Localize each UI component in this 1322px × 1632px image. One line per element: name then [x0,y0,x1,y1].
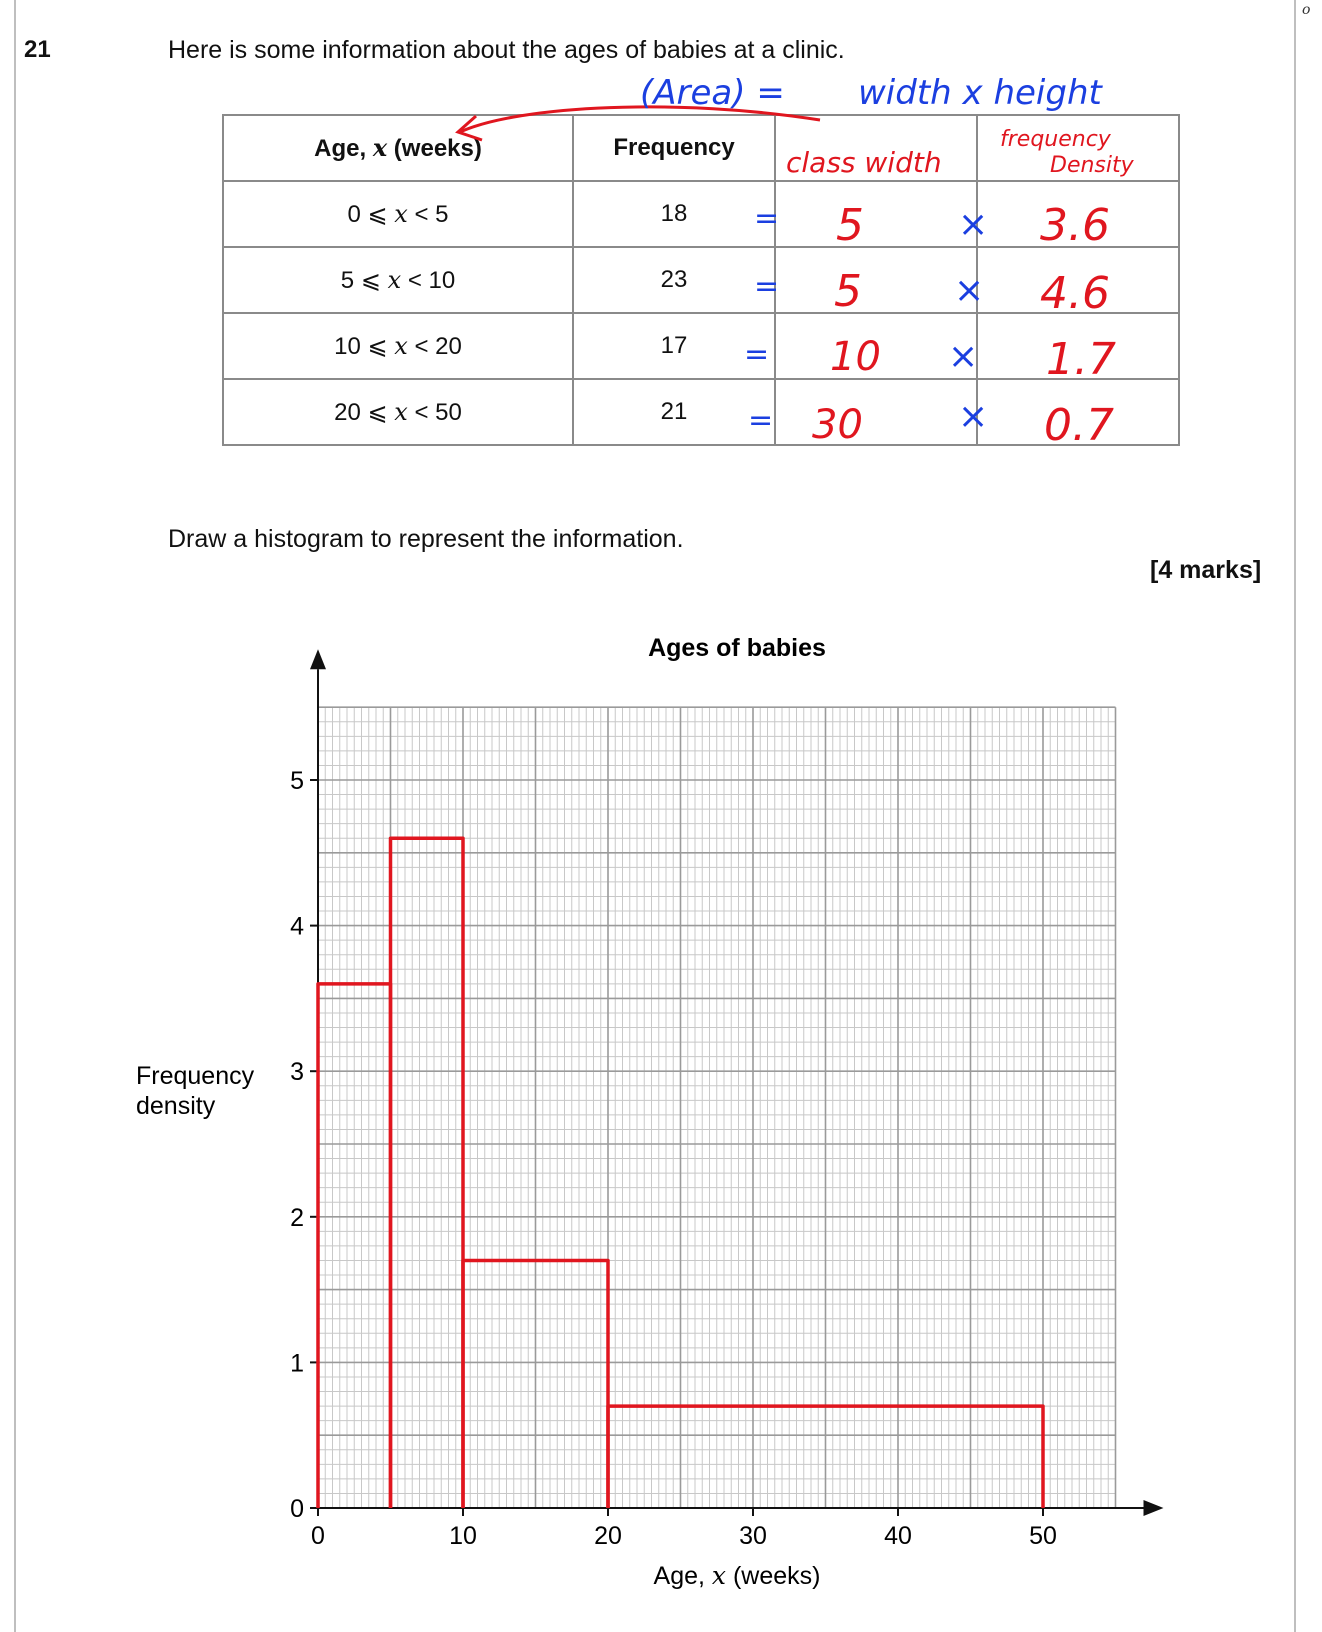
chart-grid-minor [318,707,1116,1508]
x-tick-label: 20 [594,1522,622,1550]
times-sign: × [954,270,985,311]
frequency-value: 23 [573,247,775,313]
y-tick-label: 2 [290,1203,304,1232]
age-interval: 0 ⩽ x < 5 [223,181,573,247]
question-intro: Here is some information about the ages of babies at a clinic. [168,36,845,64]
fd-header-line2: Density [1050,153,1134,178]
equals-sign: = [748,403,774,438]
x-tick-label: 50 [1029,1522,1057,1550]
equals-sign: = [744,337,770,372]
handwritten-annotations [458,73,1135,451]
equals-sign: = [754,201,780,236]
area-label: (Area) = [640,73,785,113]
equals-sign: = [754,269,780,304]
x-tick-label: 10 [449,1522,477,1550]
age-interval: 20 ⩽ x < 50 [223,379,573,445]
density-value: 0.7 [1044,400,1114,451]
times-sign: × [948,336,979,377]
header-frequency: Frequency [573,115,775,181]
frequency-value: 18 [573,181,775,247]
chart-title: Ages of babies [648,634,826,662]
marks-label: [4 marks] [1150,556,1262,584]
density-value: 4.6 [1040,268,1110,319]
corner-glyph: o [1302,2,1311,18]
header-age: Age, x (weeks) [223,115,573,181]
y-axis-label-line2: density [136,1092,216,1120]
x-axis-label: Age, x (weeks) [653,1561,821,1590]
instruction-text: Draw a histogram to represent the information. [168,525,684,553]
y-tick-label: 0 [290,1495,304,1523]
frequency-value: 17 [573,313,775,379]
question-number: 21 [24,36,51,63]
fd-header-line1: frequency [1000,127,1111,152]
y-tick-label: 1 [290,1349,304,1378]
age-interval: 5 ⩽ x < 10 [223,247,573,313]
class-width-value: 10 [830,334,881,380]
x-axis-arrow [1144,1500,1164,1516]
frequency-value: 21 [573,379,775,445]
x-tick-label: 0 [311,1522,325,1550]
histogram-chart [136,634,1164,1590]
class-width-value: 5 [836,200,864,251]
x-tick-label: 30 [739,1522,767,1550]
formula-text: width x height [858,73,1102,113]
density-value: 3.6 [1040,200,1110,251]
y-tick-label: 3 [290,1058,304,1087]
class-width-value: 5 [834,266,862,317]
y-tick-label: 5 [290,767,304,795]
class-width-header: class width [786,146,942,179]
times-sign: × [958,396,989,437]
times-sign: × [958,204,989,245]
y-axis-arrow [310,649,326,669]
density-value: 1.7 [1046,334,1116,385]
age-interval: 10 ⩽ x < 20 [223,313,573,379]
y-axis-label-line1: Frequency [136,1062,255,1090]
y-tick-label: 4 [290,912,304,941]
class-width-value: 30 [812,402,863,448]
x-tick-label: 40 [884,1522,912,1550]
